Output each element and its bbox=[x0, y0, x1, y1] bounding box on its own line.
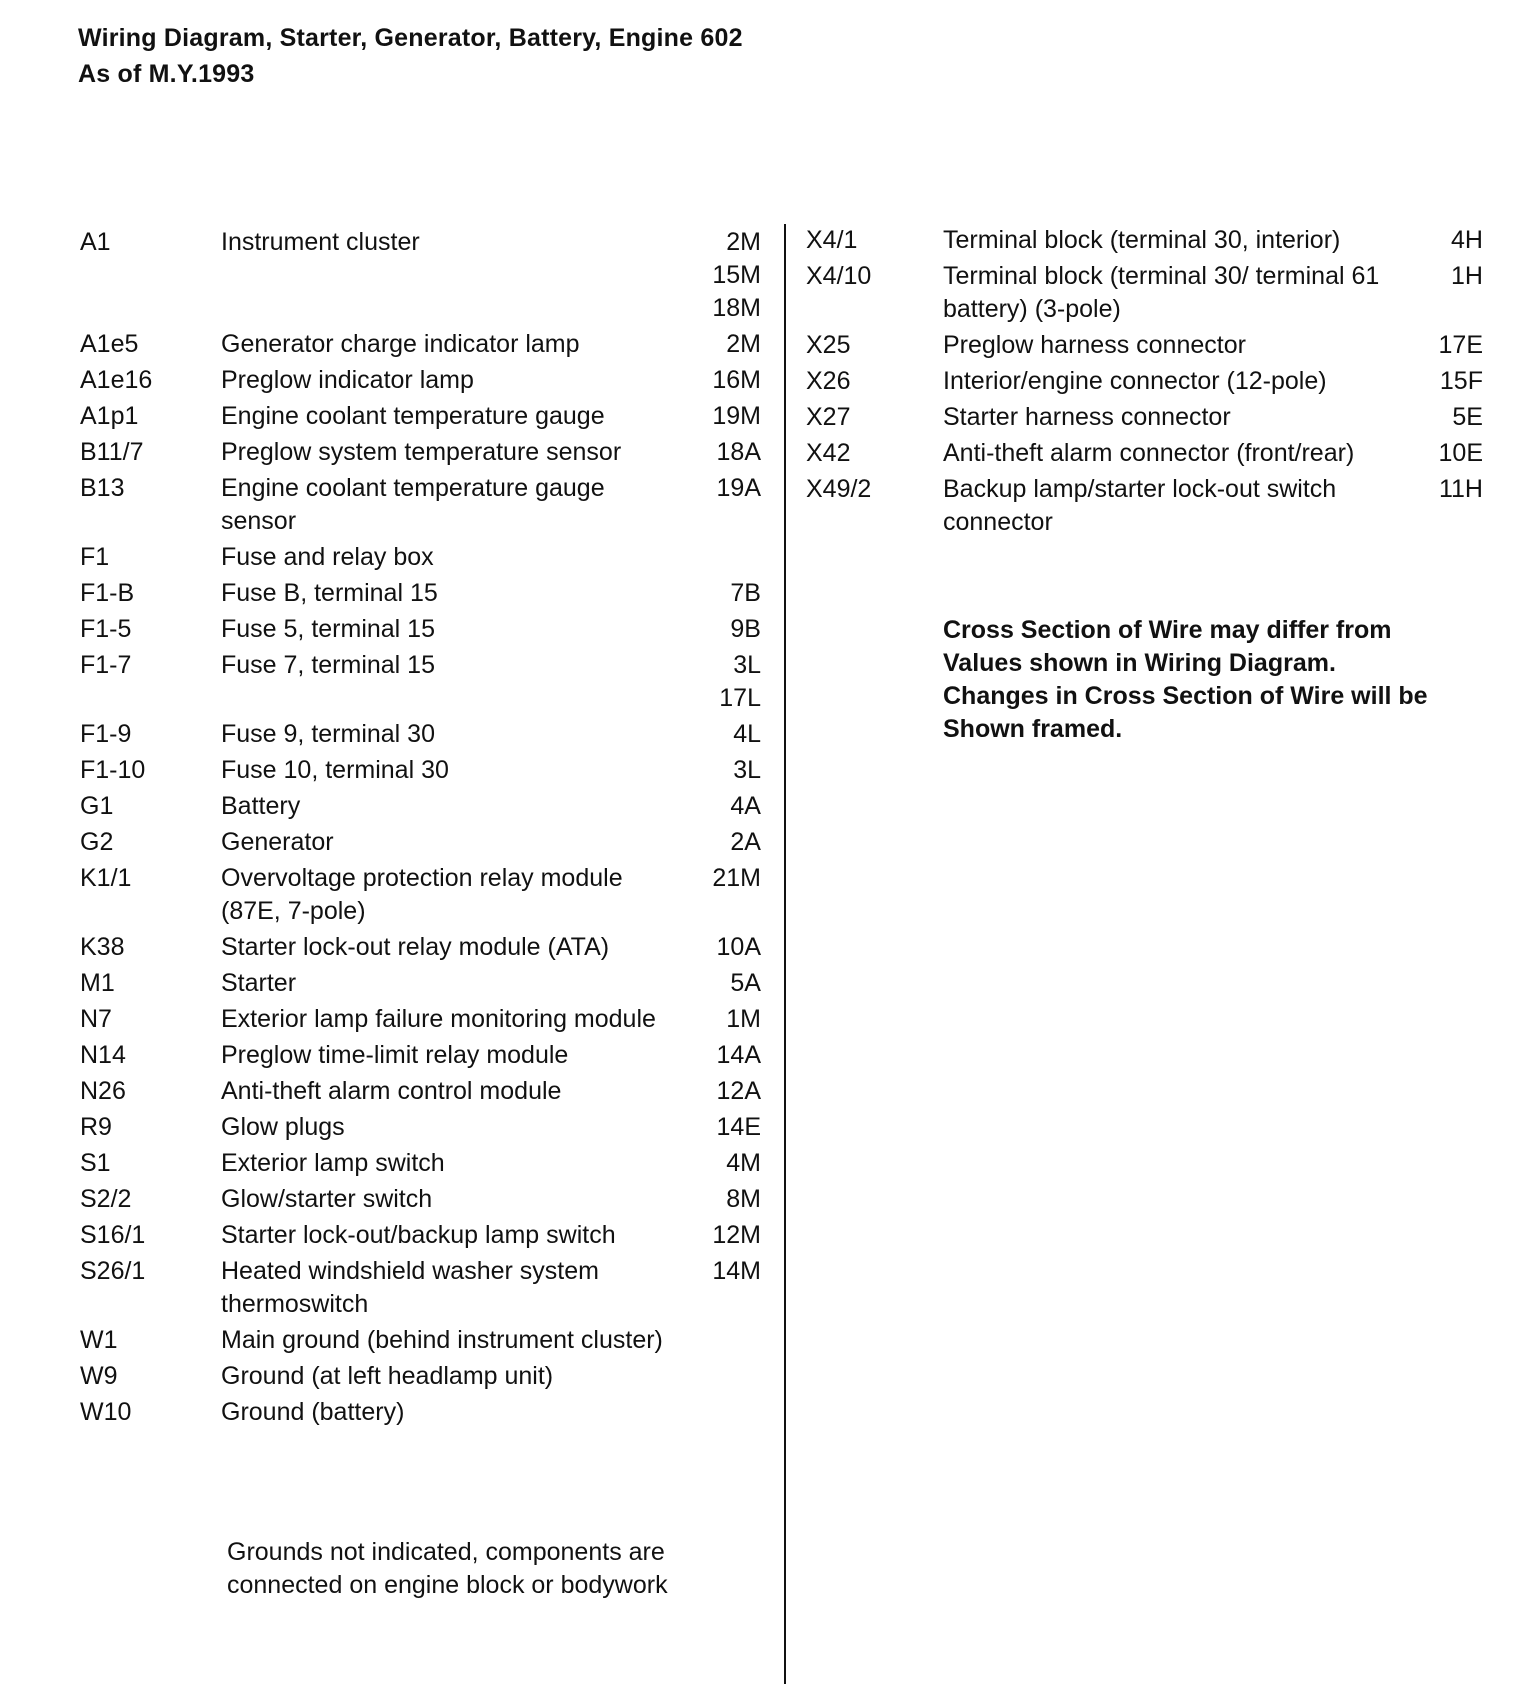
component-row bbox=[80, 826, 770, 859]
component-description: Starter lock-out/backup lamp switch bbox=[221, 1221, 616, 1249]
grid-reference: 10A bbox=[716, 933, 761, 961]
component-row bbox=[80, 541, 770, 574]
component-row bbox=[80, 1219, 770, 1252]
grid-reference: 21M bbox=[712, 864, 761, 892]
grid-reference: 12A bbox=[716, 1077, 761, 1105]
grid-reference: 2M bbox=[726, 228, 761, 256]
component-row bbox=[806, 329, 1496, 362]
component-code: A1e16 bbox=[80, 366, 153, 394]
grid-reference: 4L bbox=[733, 720, 761, 748]
component-row bbox=[80, 1396, 770, 1429]
component-code: F1-10 bbox=[80, 756, 146, 784]
grid-reference: 14A bbox=[716, 1041, 761, 1069]
component-description: Glow plugs bbox=[221, 1113, 345, 1141]
grid-references bbox=[681, 1219, 761, 1252]
component-description: Engine coolant temperature gauge bbox=[221, 402, 605, 430]
grid-reference: 4M bbox=[726, 1149, 761, 1177]
component-code: N7 bbox=[80, 1005, 112, 1033]
component-description: Interior/engine connector (12-pole) bbox=[943, 367, 1327, 395]
component-code: F1-5 bbox=[80, 615, 132, 643]
grid-reference: 7B bbox=[730, 579, 761, 607]
component-code: X4/10 bbox=[806, 262, 872, 290]
component-code: S26/1 bbox=[80, 1257, 146, 1285]
grid-reference: 1M bbox=[726, 1005, 761, 1033]
component-row bbox=[80, 364, 770, 397]
component-description: Preglow indicator lamp bbox=[221, 366, 474, 394]
component-code: N14 bbox=[80, 1041, 126, 1069]
component-row bbox=[80, 400, 770, 433]
grid-references bbox=[681, 862, 761, 895]
component-description: Main ground (behind instrument cluster) bbox=[221, 1326, 663, 1354]
component-row bbox=[80, 862, 770, 928]
grid-references bbox=[681, 1255, 761, 1288]
component-row bbox=[806, 473, 1496, 539]
grid-references bbox=[681, 1039, 761, 1072]
document-subtitle: As of M.Y.1993 bbox=[78, 60, 255, 88]
component-row bbox=[80, 790, 770, 823]
component-description: Generator charge indicator lamp bbox=[221, 330, 580, 358]
component-code: N26 bbox=[80, 1077, 126, 1105]
component-description: Preglow harness connector bbox=[943, 331, 1246, 359]
component-code: X26 bbox=[806, 367, 851, 395]
grid-references bbox=[681, 649, 761, 715]
grid-reference: 10E bbox=[1438, 439, 1483, 467]
component-row bbox=[806, 224, 1496, 257]
component-code: S1 bbox=[80, 1149, 111, 1177]
component-row bbox=[806, 260, 1496, 326]
component-list-right bbox=[806, 224, 1496, 542]
component-description: Generator bbox=[221, 828, 334, 856]
component-code: F1-B bbox=[80, 579, 135, 607]
grid-references bbox=[681, 1147, 761, 1180]
column-divider bbox=[784, 224, 786, 1684]
grid-reference: 5E bbox=[1452, 403, 1483, 431]
grid-reference: 11H bbox=[1438, 475, 1483, 503]
grid-reference: 1H bbox=[1451, 262, 1483, 290]
grid-references bbox=[1413, 224, 1483, 257]
grid-reference: 3L bbox=[733, 651, 761, 679]
component-description: Heated windshield washer system thermoswitch bbox=[221, 1257, 599, 1318]
component-description: Anti-theft alarm control module bbox=[221, 1077, 562, 1105]
grid-references bbox=[681, 226, 761, 325]
component-row bbox=[80, 613, 770, 646]
component-description: Engine coolant temperature gauge sensor bbox=[221, 474, 605, 535]
component-row bbox=[80, 1183, 770, 1216]
grid-reference: 18A bbox=[716, 438, 761, 466]
component-row bbox=[806, 401, 1496, 434]
component-code: B11/7 bbox=[80, 438, 144, 466]
grid-reference: 4H bbox=[1451, 226, 1483, 254]
component-code: F1 bbox=[80, 543, 110, 571]
component-description: Overvoltage protection relay module (87E, 7-pole) bbox=[221, 864, 623, 925]
grid-reference: 8M bbox=[726, 1185, 761, 1213]
grid-reference: 2M bbox=[726, 330, 761, 358]
grid-references bbox=[681, 577, 761, 610]
grid-references bbox=[681, 328, 761, 361]
grid-reference: 9B bbox=[730, 615, 761, 643]
component-description: Starter lock-out relay module (ATA) bbox=[221, 933, 610, 961]
grid-references bbox=[1413, 365, 1483, 398]
grid-reference: 17L bbox=[719, 684, 761, 712]
component-description: Preglow system temperature sensor bbox=[221, 438, 622, 466]
grid-reference: 5A bbox=[730, 969, 761, 997]
component-code: X27 bbox=[806, 403, 851, 431]
component-row bbox=[80, 436, 770, 469]
grid-reference: 18M bbox=[712, 294, 761, 322]
grid-reference: 15M bbox=[712, 261, 761, 289]
grid-references bbox=[681, 718, 761, 751]
component-row bbox=[80, 1324, 770, 1357]
component-code: X49/2 bbox=[806, 475, 872, 503]
component-code: M1 bbox=[80, 969, 115, 997]
component-description: Fuse 9, terminal 30 bbox=[221, 720, 435, 748]
component-code: R9 bbox=[80, 1113, 112, 1141]
component-row bbox=[80, 577, 770, 610]
component-description: Starter bbox=[221, 969, 297, 997]
grid-references bbox=[681, 1003, 761, 1036]
wire-note-line-2: Changes in Cross Section of Wire will be Shown framed. bbox=[943, 682, 1428, 743]
grid-references bbox=[681, 1075, 761, 1108]
component-description: Instrument cluster bbox=[221, 228, 420, 256]
grid-references bbox=[681, 400, 761, 433]
grid-references bbox=[681, 754, 761, 787]
component-code: K1/1 bbox=[80, 864, 132, 892]
grid-references bbox=[681, 967, 761, 1000]
component-code: X42 bbox=[806, 439, 851, 467]
grid-reference: 17E bbox=[1438, 331, 1483, 359]
wire-note-line-1: Cross Section of Wire may differ from Values shown in Wiring Diagram. bbox=[943, 616, 1392, 677]
component-code: W1 bbox=[80, 1326, 118, 1354]
component-code: F1-7 bbox=[80, 651, 132, 679]
grid-reference: 19M bbox=[712, 402, 761, 430]
component-description: Fuse B, terminal 15 bbox=[221, 579, 438, 607]
component-description: Exterior lamp switch bbox=[221, 1149, 445, 1177]
component-code: A1 bbox=[80, 228, 111, 256]
component-code: W9 bbox=[80, 1362, 118, 1390]
component-description: Preglow time-limit relay module bbox=[221, 1041, 569, 1069]
grid-reference: 16M bbox=[712, 366, 761, 394]
grid-references bbox=[681, 613, 761, 646]
component-row bbox=[80, 649, 770, 715]
component-description: Ground (battery) bbox=[221, 1398, 405, 1426]
component-row bbox=[80, 328, 770, 361]
component-code: G1 bbox=[80, 792, 114, 820]
grid-references bbox=[1413, 329, 1483, 362]
component-code: F1-9 bbox=[80, 720, 132, 748]
document-title: Wiring Diagram, Starter, Generator, Battery, Engine 602 bbox=[78, 24, 743, 52]
component-row bbox=[80, 1255, 770, 1321]
component-code: A1e5 bbox=[80, 330, 139, 358]
component-description: Fuse and relay box bbox=[221, 543, 434, 571]
component-code: G2 bbox=[80, 828, 114, 856]
component-code: S16/1 bbox=[80, 1221, 146, 1249]
grid-references bbox=[681, 931, 761, 964]
component-description: Exterior lamp failure monitoring module bbox=[221, 1005, 656, 1033]
component-row bbox=[80, 1111, 770, 1144]
component-code: K38 bbox=[80, 933, 125, 961]
component-description: Battery bbox=[221, 792, 301, 820]
component-row bbox=[80, 226, 770, 325]
grid-reference: 15F bbox=[1439, 367, 1483, 395]
component-row bbox=[80, 754, 770, 787]
grid-references bbox=[681, 436, 761, 469]
grounds-note: Grounds not indicated, components are connected on engine block or bodywork bbox=[227, 1538, 668, 1599]
grid-references bbox=[1413, 437, 1483, 470]
grid-reference: 14E bbox=[716, 1113, 761, 1141]
component-row bbox=[80, 1039, 770, 1072]
component-row bbox=[80, 718, 770, 751]
component-description: Fuse 5, terminal 15 bbox=[221, 615, 435, 643]
component-description: Anti-theft alarm connector (front/rear) bbox=[943, 439, 1355, 467]
component-row bbox=[806, 365, 1496, 398]
grid-reference: 12M bbox=[712, 1221, 761, 1249]
grid-references bbox=[1413, 260, 1483, 293]
component-description: Terminal block (terminal 30/ terminal 61 battery) (3-pole) bbox=[943, 262, 1380, 323]
component-description: Terminal block (terminal 30, interior) bbox=[943, 226, 1341, 254]
component-code: A1p1 bbox=[80, 402, 139, 430]
grid-references bbox=[681, 1183, 761, 1216]
grid-reference: 2A bbox=[730, 828, 761, 856]
grid-reference: 3L bbox=[733, 756, 761, 784]
component-code: X4/1 bbox=[806, 226, 858, 254]
grid-references bbox=[1413, 401, 1483, 434]
grid-references bbox=[681, 790, 761, 823]
component-description: Ground (at left headlamp unit) bbox=[221, 1362, 554, 1390]
component-code: B13 bbox=[80, 474, 125, 502]
component-code: W10 bbox=[80, 1398, 132, 1426]
grid-references bbox=[681, 364, 761, 397]
wire-cross-section-note bbox=[943, 614, 1463, 746]
component-description: Backup lamp/starter lock-out switch connector bbox=[943, 475, 1337, 536]
component-row bbox=[80, 472, 770, 538]
grid-reference: 14M bbox=[712, 1257, 761, 1285]
component-row bbox=[80, 931, 770, 964]
grid-references bbox=[1413, 473, 1483, 506]
component-code: X25 bbox=[806, 331, 851, 359]
component-code: S2/2 bbox=[80, 1185, 132, 1213]
component-row bbox=[80, 1360, 770, 1393]
grid-reference: 4A bbox=[730, 792, 761, 820]
grid-references bbox=[681, 826, 761, 859]
component-description: Fuse 10, terminal 30 bbox=[221, 756, 449, 784]
grid-reference: 19A bbox=[716, 474, 761, 502]
document-header bbox=[78, 20, 743, 92]
component-row bbox=[806, 437, 1496, 470]
component-row bbox=[80, 1075, 770, 1108]
component-description: Glow/starter switch bbox=[221, 1185, 433, 1213]
component-row bbox=[80, 1147, 770, 1180]
component-row bbox=[80, 967, 770, 1000]
component-row bbox=[80, 1003, 770, 1036]
component-description: Fuse 7, terminal 15 bbox=[221, 651, 435, 679]
component-list-left bbox=[80, 226, 770, 1432]
component-description: Starter harness connector bbox=[943, 403, 1231, 431]
grid-references bbox=[681, 1111, 761, 1144]
grid-references bbox=[681, 472, 761, 505]
